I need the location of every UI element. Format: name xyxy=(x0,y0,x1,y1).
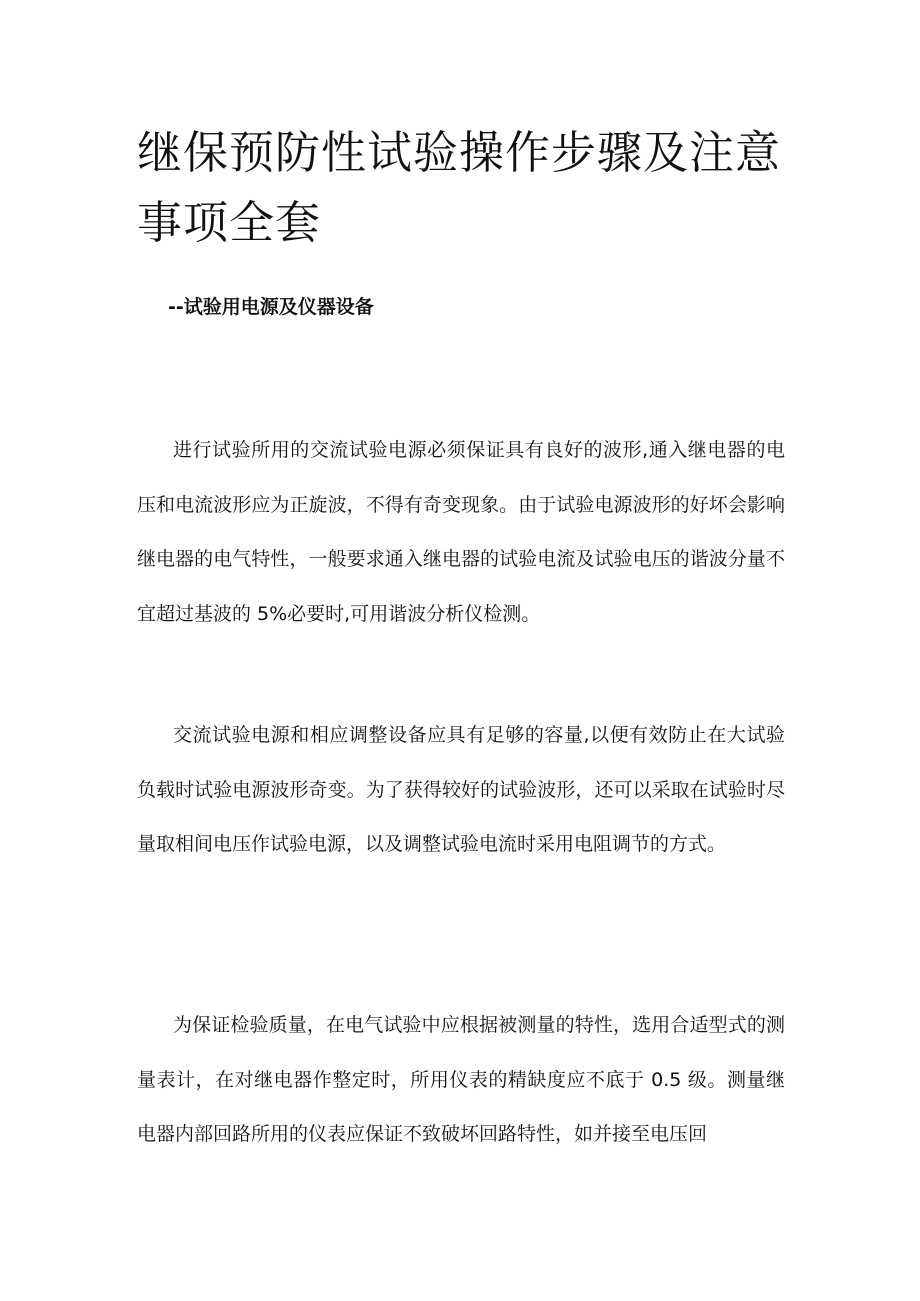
document-title: 继保预防性试验操作步骤及注意事项全套 xyxy=(137,126,782,249)
paragraph-3: 为保证检验质量，在电气试验中应根据被测量的特性，选用合适型式的测量表计，在对继电器作整定时，所用仪表的精缺度应不底于 0.5 级。测量继电器内部回路所用的仪表应保证不致破坏回路特性，如并接至电压回 xyxy=(137,1014,785,1145)
section-subtitle: --试验用电源及仪器设备 xyxy=(168,296,374,318)
paragraph-2: 交流试验电源和相应调整设备应具有足够的容量,以便有效防止在大试验负载时试验电源波形奇变。为了获得较好的试验波形，还可以采取在试验时尽量取相间电压作试验电源，以及调整试验电流时采用电阻调节的方式。 xyxy=(137,724,785,855)
paragraph-1: 进行试验所用的交流试验电源必须保证具有良好的波形,通入继电器的电压和电流波形应为正旋波，不得有奇变现象。由于试验电源波形的好坏会影响继电器的电气特性，一般要求通入继电器的试验电流及试验电压的谐波分量不宜超过基波的 5%必要时,可用谐波分析仪检测。 xyxy=(137,439,785,625)
